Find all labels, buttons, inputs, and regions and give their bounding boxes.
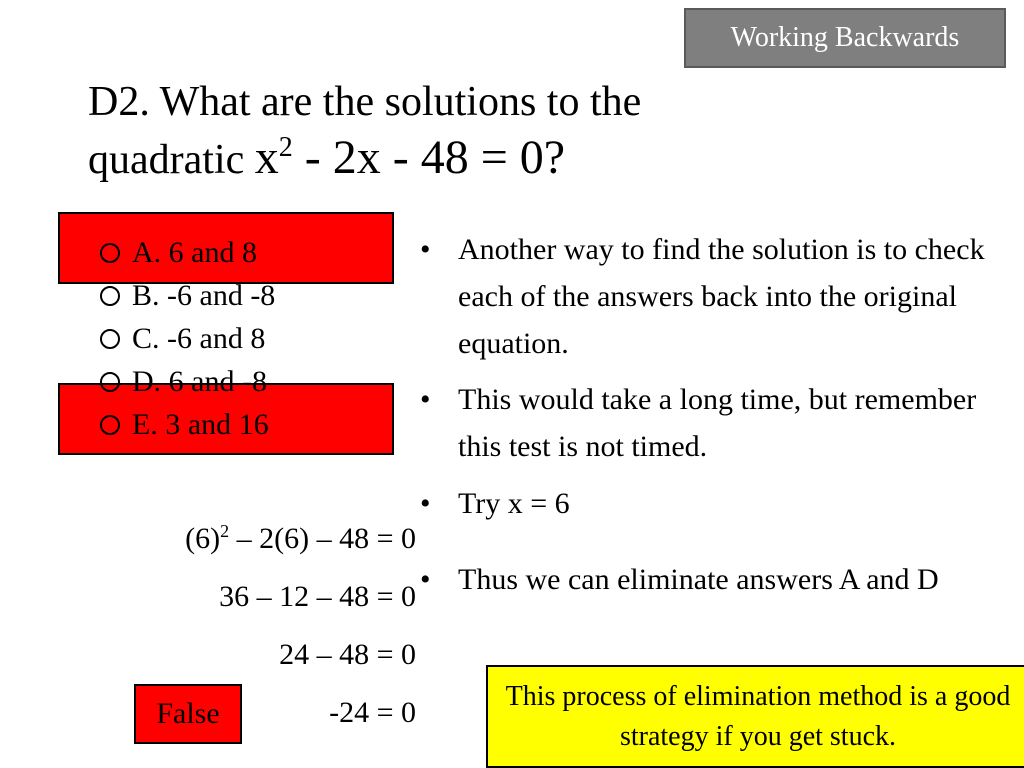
bullet-item: • Another way to find the solution is to check each of the answers back into the original equation.	[420, 233, 985, 360]
work-line-4: -24 = 0	[329, 696, 416, 729]
work-line-3: 24 – 48 = 0	[279, 638, 416, 671]
radio-icon[interactable]	[100, 415, 120, 435]
answer-choices	[100, 224, 400, 453]
work-line-2: 36 – 12 – 48 = 0	[219, 580, 416, 613]
question-equation: $x^2 - 2x - 48 = 0$?	[254, 131, 566, 184]
question-line-1: D2. What are the solutions to the	[88, 79, 642, 125]
choice-b[interactable]: B. -6 and -8	[100, 267, 400, 324]
radio-icon[interactable]	[100, 286, 120, 306]
question-title	[88, 74, 808, 188]
choice-d[interactable]: D. 6 and -8	[100, 353, 400, 410]
choice-a[interactable]: A. 6 and 8	[100, 224, 400, 281]
section-tag: Working Backwards	[684, 8, 1006, 68]
work-line-1: $(6)^2 - 2(6) - 48 = 0$	[185, 521, 416, 555]
strategy-note: This process of elimination method is a good strategy if you get stuck.	[486, 665, 1024, 768]
bullet-item: • Try x = 6	[420, 487, 570, 520]
false-label: False	[134, 684, 242, 744]
choice-e[interactable]: E. 3 and 16	[100, 396, 400, 453]
bullet-item: • Thus we can eliminate answers A and D	[420, 563, 939, 596]
radio-icon[interactable]	[100, 372, 120, 392]
radio-icon[interactable]	[100, 329, 120, 349]
bullet-item: • This would take a long time, but remember this test is not timed.	[420, 383, 977, 463]
question-line-2	[88, 130, 808, 188]
question-prefix: quadratic	[88, 137, 255, 183]
radio-icon[interactable]	[100, 243, 120, 263]
choice-c[interactable]: C. -6 and 8	[100, 310, 400, 367]
